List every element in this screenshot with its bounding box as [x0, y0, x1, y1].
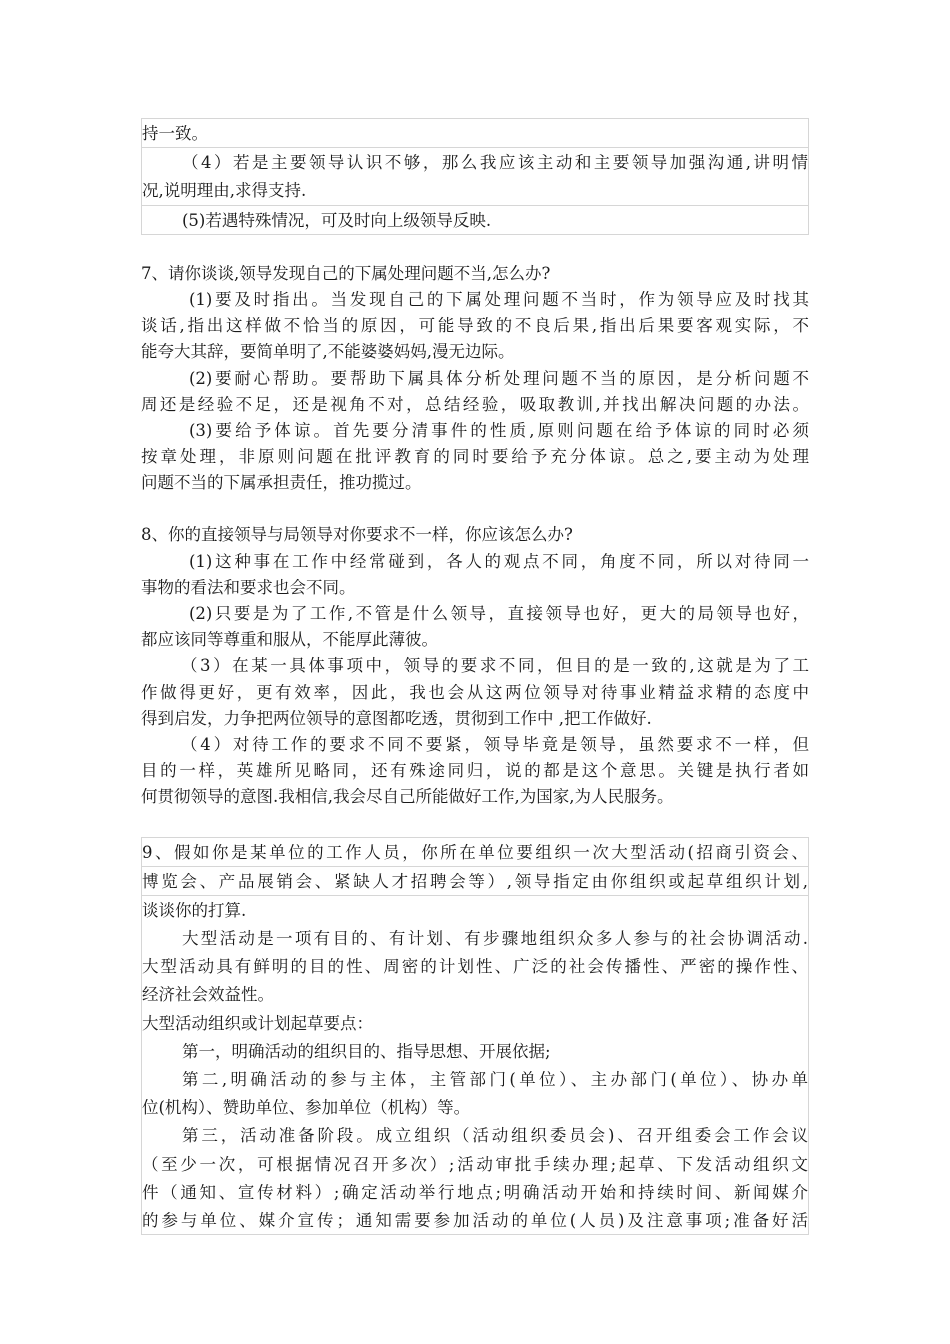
paragraph-line: 大型活动具有鲜明的目的性、周密的计划性、广泛的社会传播性、严密的操作性、: [142, 957, 808, 977]
spacer: [141, 811, 809, 837]
paragraph-line: 作做得更好，更有效率，因此，我也会从这两位领导对待事业精益求精的态度中: [141, 682, 809, 702]
table-cell-text: 持一致。: [142, 124, 208, 143]
paragraph-line: （4）对待工作的要求不同不要紧，领导毕竟是领导，虽然要求不一样，但: [181, 734, 809, 754]
table-row: [141, 206, 809, 235]
spacer: [141, 496, 809, 522]
paragraph-line: 问题不当的下属承担责任，推功揽过。: [141, 473, 422, 493]
paragraph-line: (2)只要是为了工作,不管是什么领导，直接领导也好，更大的局领导也好，: [189, 604, 809, 623]
question-title: 9、假如你是某单位的工作人员，你所在单位要组织一次大型活动(招商引资会、: [142, 842, 808, 862]
paragraph-line: 位(机构）、赞助单位、参加单位（机构）等。: [142, 1098, 471, 1118]
question-8: [141, 522, 809, 810]
paragraph-line: (1)要及时指出。当发现自己的下属处理问题不当时，作为领导应及时找其: [189, 289, 809, 309]
table-cell-text: 况,说明理由,求得支持.: [142, 181, 307, 201]
table-cell-text: (5)若遇特殊情况，可及时向上级领导反映.: [182, 210, 492, 230]
question-title: 谈谈你的打算.: [142, 900, 247, 920]
spacer: [141, 235, 809, 261]
paragraph-line: 经济社会效益性。: [142, 985, 274, 1005]
table-row: [141, 837, 809, 867]
top-table: [141, 118, 809, 235]
paragraph-line: 都应该同等尊重和服从，不能厚此薄彼。: [141, 630, 438, 650]
document-page: [141, 118, 809, 1235]
paragraph-line: (2)要耐心帮助。要帮助下属具体分析处理问题不当的原因，是分析问题不: [189, 368, 809, 388]
table-cell-text: （4）若是主要领导认识不够，那么我应该主动和主要领导加强沟通,讲明情: [182, 153, 808, 173]
paragraph-line: 能夸大其辞，要简单明了,不能婆婆妈妈,漫无边际。: [141, 342, 515, 362]
paragraph-line: 的参与单位、媒介宣传；通知需要参加活动的单位(人员)及注意事项;准备好活: [142, 1210, 808, 1230]
paragraph-line: 第一，明确活动的组织目的、指导思想、开展依据;: [182, 1041, 551, 1061]
paragraph-line: 第二,明确活动的参与主体，主管部门(单位）、主办部门(单位）、协办单: [182, 1070, 808, 1089]
paragraph-line: 何贯彻领导的意图.我相信,我会尽自己所能做好工作,为国家,为人民服务。: [141, 787, 674, 807]
paragraph-line: 谈话,指出这样做不恰当的原因，可能导致的不良后果,指出后果要客观实际，不: [141, 316, 809, 336]
paragraph-line: (3)要给予体谅。首先要分清事件的性质,原则问题在给予体谅的同时必须: [189, 420, 809, 440]
question-title: 博览会、产品展销会、紧缺人才招聘会等）,领导指定由你组织或起草组织计划,: [142, 871, 808, 891]
table-row: [141, 148, 809, 205]
question-title: 8、你的直接领导与局领导对你要求不一样，你应该怎么办?: [141, 525, 573, 545]
paragraph-line: 周还是经验不足，还是视角不对，总结经验，吸取教训,并找出解决问题的办法。: [141, 394, 809, 414]
paragraph-line: (1)这种事在工作中经常碰到，各人的观点不同，角度不同，所以对待同一: [189, 551, 809, 571]
paragraph-line: 大型活动组织或计划起草要点：: [142, 1013, 373, 1033]
paragraph-line: 事物的看法和要求也会不同。: [141, 577, 356, 597]
paragraph-line: 件（通知、宣传材料）;确定活动举行地点;明确活动开始和持续时间、新闻媒介: [142, 1182, 808, 1202]
table-row: [141, 118, 809, 148]
paragraph-line: 大型活动是一项有目的、有计划、有步骤地组织众多人参与的社会协调活动.: [182, 929, 808, 949]
paragraph-line: 目的一样，英雄所见略同，还有殊途同归，说的都是这个意思。关键是执行者如: [141, 761, 809, 781]
question-9-table: [141, 837, 809, 1236]
paragraph-line: 按章处理，非原则问题在批评教育的同时要给予充分体谅。总之,要主动为处理: [141, 447, 809, 467]
question-title: 7、请你谈谈,领导发现自己的下属处理问题不当,怎么办?: [141, 263, 551, 283]
table-row: [141, 867, 809, 896]
question-7: [141, 261, 809, 497]
paragraph-line: 第三，活动准备阶段。成立组织（活动组织委员会)、召开组委会工作会议: [182, 1126, 808, 1146]
paragraph-line: （3）在某一具体事项中，领导的要求不同，但目的是一致的,这就是为了工: [181, 656, 809, 676]
paragraph-line: （至少一次，可根据情况召开多次）;活动审批手续办理;起草、下发活动组织文: [142, 1154, 808, 1174]
paragraph-line: 得到启发，力争把两位领导的意图都吃透，贯彻到工作中 ,把工作做好.: [141, 708, 652, 728]
table-row: [141, 896, 809, 1235]
